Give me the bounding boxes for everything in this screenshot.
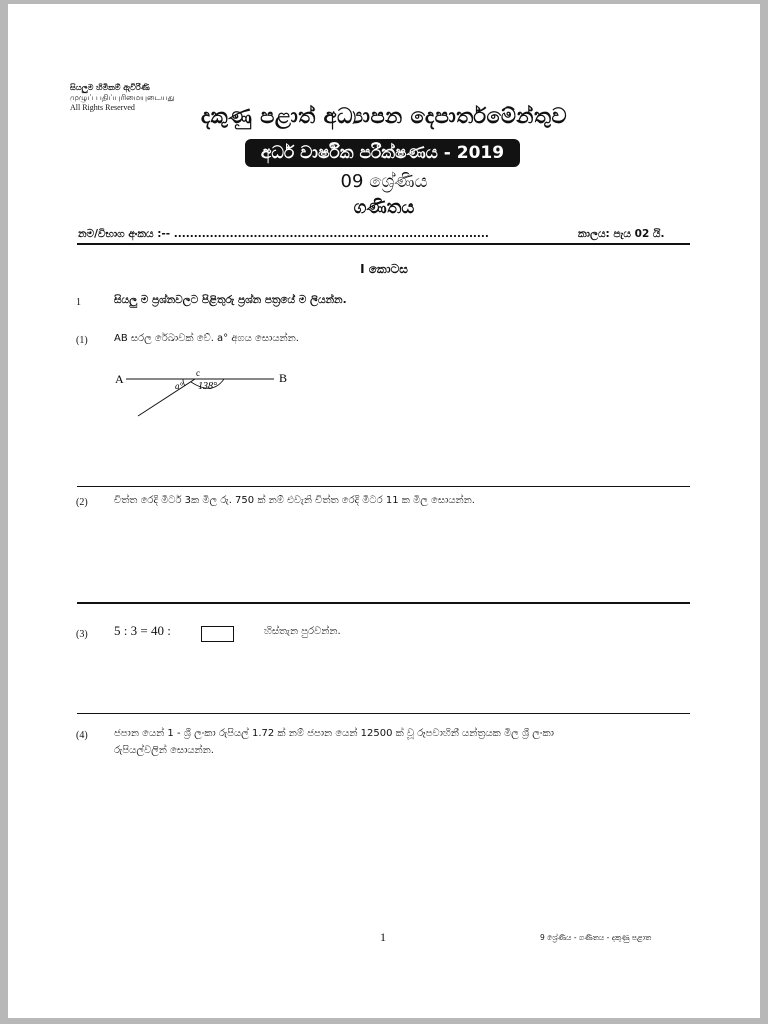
name-index-field: නම/විභාග අංකය :-- ............................................................................... bbox=[78, 228, 489, 240]
page-number: 1 bbox=[380, 930, 386, 944]
instruction-number: 1 bbox=[76, 297, 81, 308]
question-2-text: චිත්ත රෙදි මීටර් 3ක මිල රු. 750 ක් නම් එවැනි චිත්ත රෙදි මීටර 11 ක මිල සොයන්න. bbox=[114, 495, 475, 506]
question-1-text: AB සරල රේඛාවක් වේ. a° අගය සොයන්න. bbox=[114, 333, 299, 344]
transversal-line bbox=[138, 379, 195, 416]
instruction-text: සියලු ම ප්‍රශ්නවලට පිළිතුරු ප්‍රශ්න පත්‍රයේ ම ලියන්න. bbox=[114, 294, 347, 306]
copyright-tamil: முழுப் பதிப்புரிமையுடையது bbox=[70, 93, 175, 102]
point-c-label: c bbox=[196, 368, 200, 378]
department-title: දකුණු පළාත් අධ්‍යාපන දෙපාර්තමේන්තුව bbox=[200, 104, 568, 128]
header-divider bbox=[77, 243, 690, 245]
angle-a-arc bbox=[183, 379, 185, 386]
angle-a-label: a° bbox=[175, 381, 184, 391]
time-allowed: කාලය: පැය 02 යි. bbox=[578, 228, 665, 240]
answer-divider-1 bbox=[77, 486, 690, 487]
question-4-line-1: ජපාන යෙන් 1 - ශ්‍රී ලංකා රුපියල් 1.72 ක් නම් ජපාන යෙන් 12500 ක් වූ රූපවාහිනී යන්ත්‍රයක මිල ශ්‍රී ලංකා bbox=[114, 728, 554, 739]
question-3-number: (3) bbox=[76, 629, 88, 640]
question-2-number: (2) bbox=[76, 497, 88, 508]
grade-title: 09 ශ්‍රේණිය bbox=[340, 171, 428, 192]
answer-divider-2 bbox=[77, 602, 690, 604]
point-a-label: A bbox=[115, 372, 124, 386]
question-3-text: හිස්තැන පුරවන්න. bbox=[264, 626, 341, 637]
copyright-english: All Rights Reserved bbox=[70, 103, 135, 112]
question-4-number: (4) bbox=[76, 730, 88, 741]
exam-title-badge: අර්ධ වාර්ෂික පරීක්ෂණය - 2019 bbox=[245, 139, 520, 167]
part-title: I කොටස bbox=[360, 262, 408, 276]
answer-box[interactable] bbox=[201, 626, 234, 642]
point-b-label: B bbox=[279, 371, 288, 385]
angle-diagram bbox=[112, 362, 312, 422]
angle-138-label: 138° bbox=[198, 381, 217, 392]
ratio-equation: 5 : 3 = 40 : bbox=[114, 623, 171, 638]
question-1-number: (1) bbox=[76, 335, 88, 346]
footer-label: 9 ශ්‍රේණිය - ගණිතය - දකුණු පළාත bbox=[540, 933, 652, 942]
answer-divider-3 bbox=[77, 713, 690, 714]
copyright-sinhala: සියලුම හිමිකම් ඇවිරිණි bbox=[70, 83, 150, 92]
question-4-text bbox=[114, 725, 694, 759]
subject-title: ගණිතය bbox=[353, 197, 415, 218]
question-4-line-2: රුපියල්වලින් සොයන්න. bbox=[114, 745, 214, 756]
